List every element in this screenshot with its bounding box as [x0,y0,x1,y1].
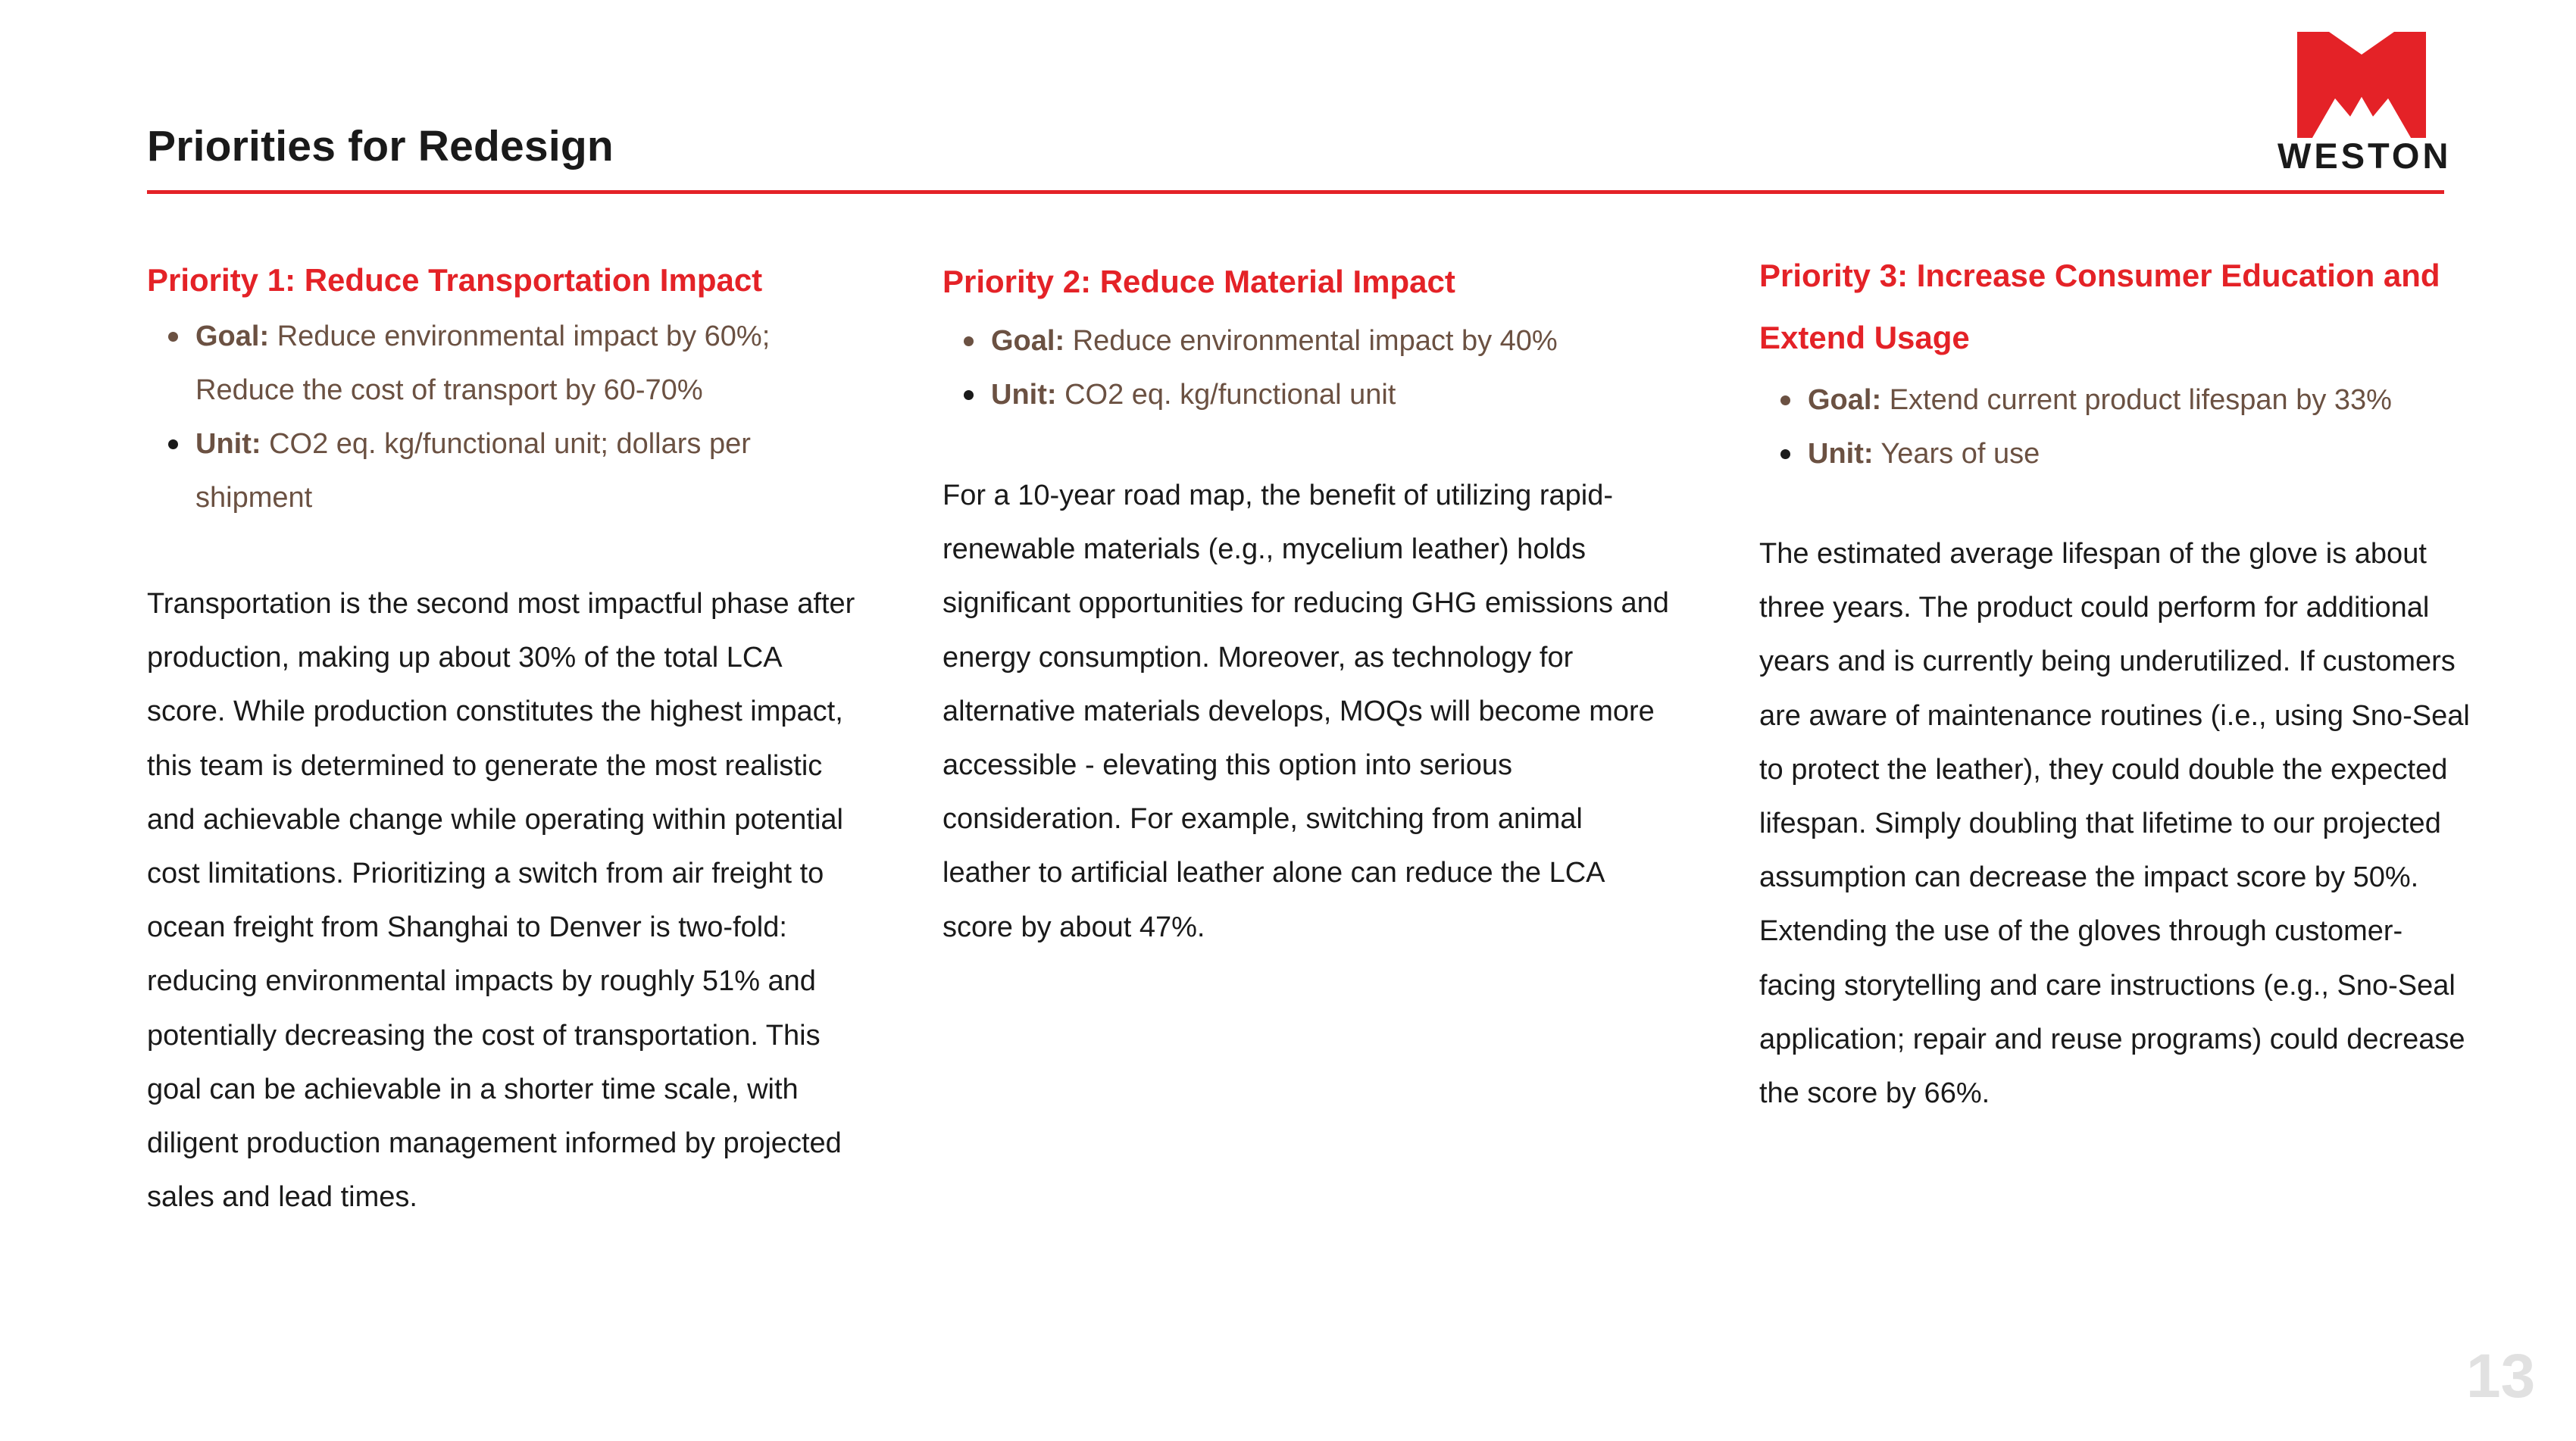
weston-mountain-logo-icon [2297,32,2426,138]
priority-3-goal [1759,374,2456,427]
unit-label: Unit: [1808,438,1874,470]
priority-2-unit [943,368,1670,422]
priority-2-body: For a 10-year road map, the benefit of utilizing rapid-renewable materials (e.g., mycelium leather) holds significant opportunities for reducing GHG emissions and energy consumption. Moreover, as technology for alternative materials develops, MOQs will become more accessible - elevating this option into serious consideration. For example, switching from animal leather to artificial leather alone can reduce the LCA score by about 47%. [943,480,1669,943]
priority-2-goal [943,314,1670,368]
goal-label: Goal: [195,320,270,352]
unit-label: Unit: [991,379,1057,411]
priority-1-bullets [147,310,852,525]
brand-wordmark: WESTON [2277,136,2452,176]
title-divider [147,190,2444,194]
bullet-dot-icon [1780,449,1790,459]
priority-3-unit [1759,427,2456,481]
unit-label: Unit: [195,428,261,460]
page-title: Priorities for Redesign [147,122,614,170]
priority-1-goal [147,310,852,417]
priority-3-heading: Priority 3: Increase Consumer Education and Extend Usage [1759,258,2440,355]
goal-text: Reduce environmental impact by 60%; Reduce the cost of transport by 60-70% [195,320,771,406]
brand-logo [2277,32,2452,176]
goal-label: Goal: [991,325,1065,357]
priority-3-body: The estimated average lifespan of the glove is about three years. The product could perform for additional years and is currently being underutilized. If customers are aware of maintenance routines (i.e., using Sno-Seal to protect the leather), they could double the expected lifespan. Simply doubling that lifetime to our projected assumption can decrease the impact score by 50%. Extending the use of the gloves through customer-facing storytelling and care instructions (e.g., Sno-Seal application; repair and reuse programs) could decrease the score by 66%. [1759,538,2470,1110]
page-number: 13 [2466,1342,2536,1411]
unit-text: CO2 eq. kg/functional unit; dollars per shipment [195,428,751,514]
goal-text: Extend current product lifespan by 33% [1889,384,2392,416]
unit-text: CO2 eq. kg/functional unit [1064,379,1396,411]
goal-label: Goal: [1808,384,1882,416]
bullet-dot-icon [1780,395,1790,405]
priority-3-bullets [1759,374,2456,481]
bullet-dot-icon [964,336,974,346]
goal-text: Reduce environmental impact by 40% [1072,325,1558,357]
priority-1-heading: Priority 1: Reduce Transportation Impact [147,262,763,298]
priority-1-body: Transportation is the second most impactful phase after production, making up about 30% of the total LCA score. While production constitutes the highest impact, this team is determined to generate the most realistic and achievable change while operating within potential cost limitations. Prioritizing a switch from air freight to ocean freight from Shanghai to Denver is two-fold: reducing environmental impacts by roughly 51% and potentially decreasing the cost of transportation. This goal can be achievable in a shorter time scale, with diligent production management informed by projected sales and lead times. [147,588,855,1214]
priority-2-heading: Priority 2: Reduce Material Impact [943,264,1455,299]
bullet-dot-icon [168,439,178,449]
unit-text: Years of use [1880,438,2040,470]
bullet-dot-icon [964,390,974,400]
priority-2-bullets [943,314,1670,422]
priority-1-unit [147,417,852,525]
bullet-dot-icon [168,332,178,342]
